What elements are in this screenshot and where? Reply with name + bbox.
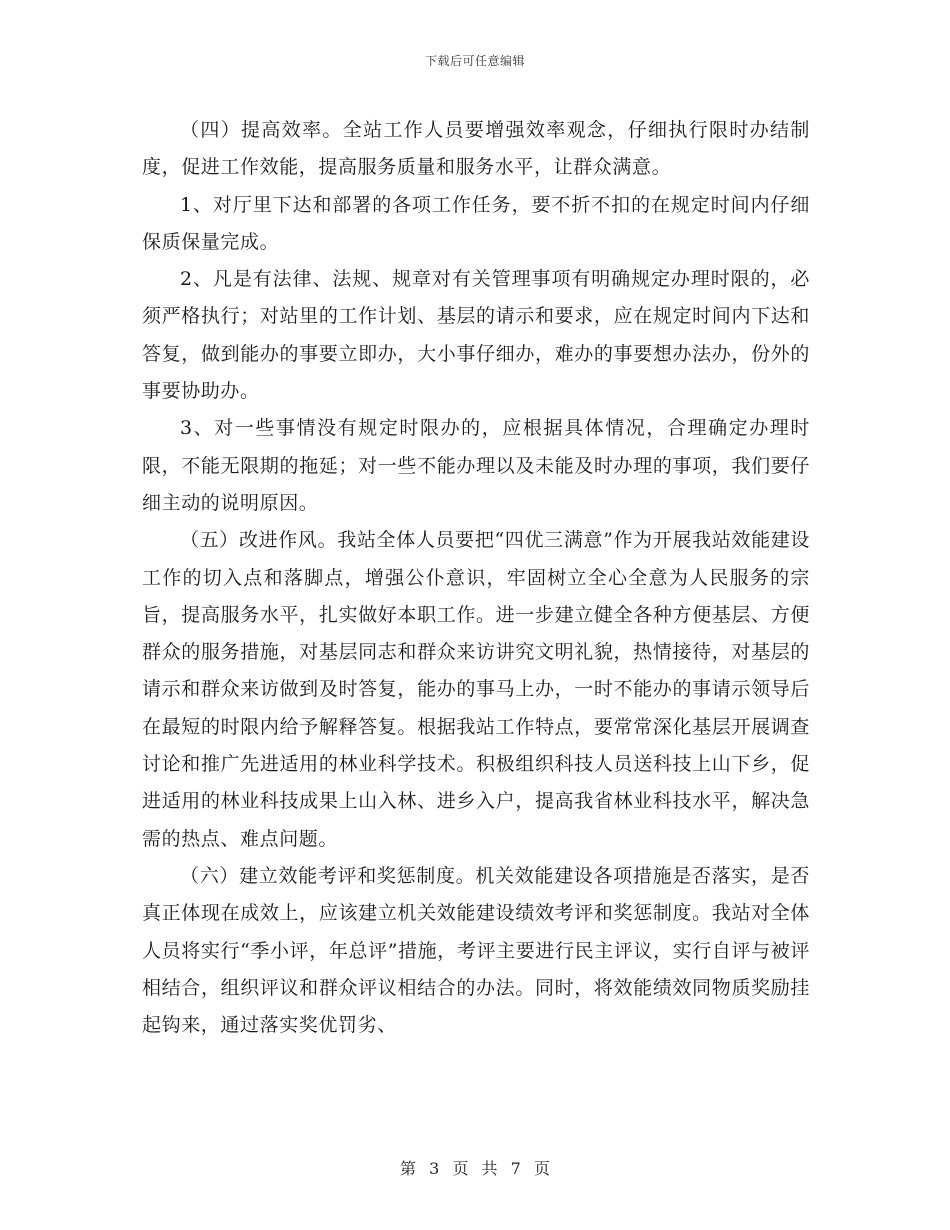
page-footer — [0, 1156, 950, 1179]
document-body — [142, 112, 810, 1044]
page-header — [0, 52, 950, 69]
page-number-middle: 页 — [452, 1159, 469, 1178]
paragraph-improve-efficiency: （四）提高效率。全站工作人员要增强效率观念，仔细执行限时办结制度，促进工作效能，提高服务质量和服务水平，让群众满意。 — [142, 119, 810, 179]
paragraph-item-3: 3、对一些事情没有规定时限办的，应根据具体情况，合理确定办理时限，不能无限期的拖延；对一些不能办理以及未能及时办理的事项，我们要仔细主动的说明原因。 — [142, 417, 810, 514]
page-number-suffix: 页 — [533, 1159, 550, 1178]
paragraph-item-1: 1、对厅里下达和部署的各项工作任务，要不折不扣的在规定时间内仔细保质保量完成。 — [142, 193, 810, 253]
current-page-number: 3 — [429, 1159, 440, 1178]
header-text: 下载后可任意编辑 — [424, 54, 525, 68]
paragraph-improve-style: （五）改进作风。我站全体人员要把“四优三满意”作为开展我站效能建设工作的切入点和落脚点，增强公仆意识，牢固树立全心全意为人民服务的宗旨，提高服务水平，扎实做好本职工作。进一步建立健全各种方便基层、方便群众的服务措施，对基层同志和群众来访讲究文明礼貌，热情接待，对基层的请示和群众来访做到及时答复，能办的事马上办，一时不能办的事请示领导后在最短的时限内给予解释答复。根据我站工作特点，要常常深化基层开展调查讨论和推广先进适用的林业科学技术。积极组织科技人员送科技上山下乡，促进适用的林业科技成果上山入林、进乡入户，提高我省林业科技水平，解决急需的热点、难点问题。 — [142, 529, 810, 850]
paragraph-evaluation-system: （六）建立效能考评和奖惩制度。机关效能建设各项措施是否落实，是否真正体现在成效上，应该建立机关效能建设绩效考评和奖惩制度。我站对全体人员将实行“季小评，年总评”措施，考评主要进行民主评议，实行自评与被评相结合，组织评议和群众评议相结合的办法。同时，将效能绩效同物质奖励挂起钩来，通过落实奖优罚劣、 — [142, 864, 810, 1037]
page-number-prefix: 第 — [400, 1159, 417, 1178]
total-page-number: 7 — [510, 1159, 521, 1178]
paragraph-item-2: 2、凡是有法律、法规、规章对有关管理事项有明确规定办理时限的，必须严格执行；对站里的工作计划、基层的请示和要求，应在规定时间内下达和答复，做到能办的事要立即办，大小事仔细办，难办的事要想办法办，份外的事要协助办。 — [142, 268, 810, 403]
total-label: 共 — [481, 1159, 498, 1178]
